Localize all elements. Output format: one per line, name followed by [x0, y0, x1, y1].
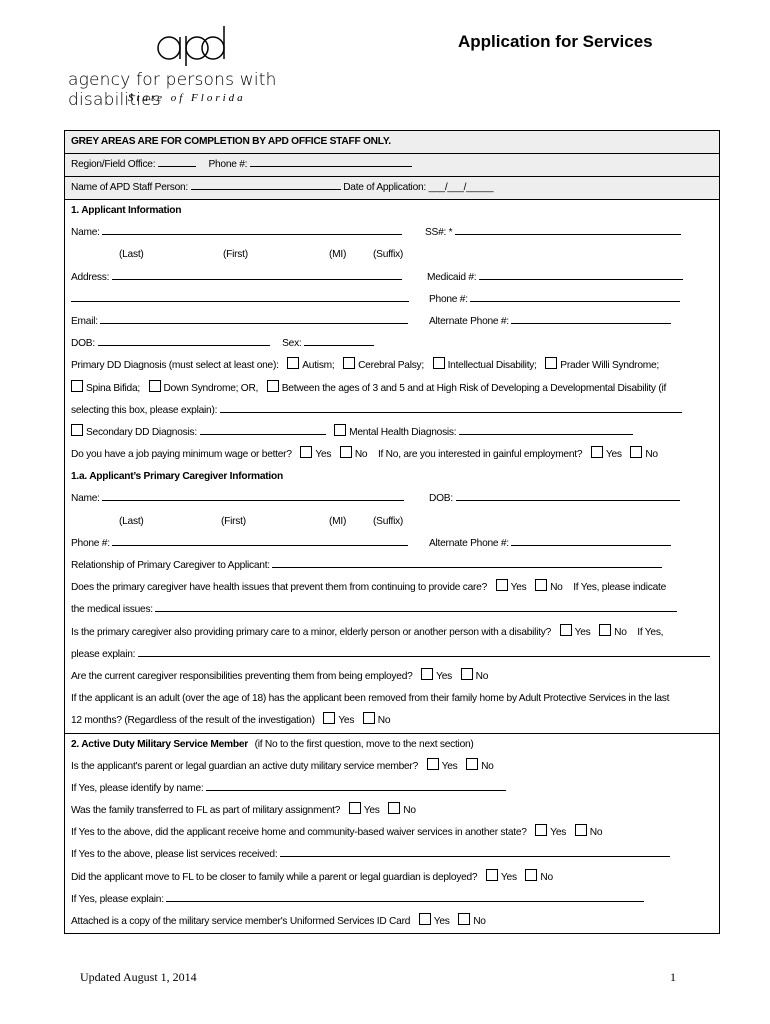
- email-row: [65, 311, 719, 333]
- military-explain-field[interactable]: [166, 892, 644, 902]
- applicant-phone-field[interactable]: [470, 292, 680, 302]
- care-no-label: No: [614, 626, 627, 638]
- prader-willi-label: Prader Willi Syndrome;: [560, 360, 659, 372]
- dx-intro: Primary DD Diagnosis (must select at least one):: [71, 360, 279, 372]
- job-no-checkbox[interactable]: [340, 446, 352, 458]
- address-field[interactable]: [112, 270, 402, 280]
- down-syndrome-label: Down Syndrome; OR,: [163, 382, 259, 394]
- email-field[interactable]: [100, 314, 408, 324]
- medical-row: [65, 599, 719, 621]
- autism-label: Autism;: [302, 360, 335, 372]
- region-label: Region/Field Office:: [71, 159, 156, 170]
- military-q1: Is the applicant's parent or legal guardian an active duty military service member?: [71, 760, 418, 772]
- sex-label: Sex:: [282, 338, 302, 350]
- medicaid-field[interactable]: [479, 270, 683, 280]
- dx-explain-field[interactable]: [220, 403, 682, 413]
- ss-field[interactable]: [455, 225, 681, 235]
- employ-no-checkbox[interactable]: [461, 668, 473, 680]
- health-yes-checkbox[interactable]: [496, 579, 508, 591]
- relationship-field[interactable]: [272, 558, 662, 568]
- sex-field[interactable]: [304, 336, 374, 346]
- health-no-label: No: [550, 582, 563, 594]
- employment-no-checkbox[interactable]: [630, 446, 642, 458]
- caregiver-name-row: [65, 488, 719, 510]
- employ-no-label: No: [475, 670, 489, 682]
- caregiver-mi-caption: (MI): [329, 515, 347, 527]
- military-q1-row: [65, 756, 719, 778]
- care-no-checkbox[interactable]: [599, 624, 611, 636]
- address2-row: [65, 289, 719, 311]
- care-if-yes: If Yes,: [637, 626, 664, 638]
- address-line2-field[interactable]: [71, 292, 409, 302]
- footer-updated: Updated August 1, 2014: [80, 970, 197, 984]
- military-q2-no-checkbox[interactable]: [388, 802, 400, 814]
- military-q4-no-checkbox[interactable]: [525, 869, 537, 881]
- name-parts-row: [65, 244, 719, 266]
- aps-row: [65, 688, 719, 710]
- services-list-row: [65, 844, 719, 866]
- spina-bifida-checkbox[interactable]: [71, 380, 83, 392]
- identify-row: [65, 778, 719, 800]
- identify-label: If Yes, please identify by name:: [71, 782, 204, 794]
- apd-logo-mark: [156, 26, 226, 66]
- military-q3-no-checkbox[interactable]: [575, 824, 587, 836]
- region-field[interactable]: [158, 157, 196, 167]
- identify-field[interactable]: [206, 781, 506, 791]
- cerebral-palsy-checkbox[interactable]: [343, 357, 355, 369]
- aps-no-label: No: [377, 715, 391, 727]
- spina-bifida-label: Spina Bifida;: [86, 382, 140, 394]
- job-row: [65, 444, 719, 466]
- military-q3-no-label: No: [589, 827, 603, 839]
- military-explain-label: If Yes, please explain:: [71, 893, 164, 905]
- military-q5-yes-checkbox[interactable]: [419, 913, 431, 925]
- military-q5: Attached is a copy of the military service member's Uniformed Services ID Card: [71, 916, 411, 927]
- military-q5-no-checkbox[interactable]: [458, 913, 470, 925]
- intellectual-disability-checkbox[interactable]: [433, 357, 445, 369]
- medical-field[interactable]: [155, 602, 677, 612]
- applicant-name-field[interactable]: [102, 225, 402, 235]
- dx-row-2: [65, 378, 719, 400]
- military-q2-row: [65, 800, 719, 822]
- military-q4-yes-label: Yes: [500, 871, 517, 883]
- military-q3: If Yes to the above, did the applicant receive home and community-based waiver services in another state?: [71, 827, 527, 839]
- address-row: [65, 267, 719, 289]
- caregiver-phone-field[interactable]: [112, 536, 408, 546]
- care-explain-row: [65, 644, 719, 666]
- job-yes-label: Yes: [315, 449, 332, 461]
- employment-no-label: No: [645, 449, 658, 461]
- dob-label: DOB:: [71, 338, 95, 350]
- military-q3-row: [65, 822, 719, 844]
- relationship-label: Relationship of Primary Caregiver to Applicant:: [71, 560, 270, 571]
- military-heading-note: (if No to the first question, move to the next section): [254, 738, 474, 750]
- intellectual-disability-label: Intellectual Disability;: [447, 360, 537, 372]
- secondary-row: [65, 422, 719, 444]
- state-line: State of Florida: [128, 92, 246, 104]
- applicant-heading: 1. Applicant Information: [71, 205, 182, 216]
- page-title: Application for Services: [458, 32, 653, 51]
- office-staff-section: [65, 131, 719, 200]
- applicant-name-label: Name:: [71, 227, 100, 239]
- mental-health-label: Mental Health Diagnosis:: [349, 426, 457, 438]
- military-q3-yes-label: Yes: [550, 827, 567, 839]
- military-section: [65, 734, 719, 934]
- military-q5-no-label: No: [473, 916, 486, 927]
- military-q1-no-label: No: [481, 760, 494, 772]
- military-q1-no-checkbox[interactable]: [466, 758, 478, 770]
- care-row: [65, 622, 719, 644]
- military-q2-yes-label: Yes: [363, 805, 380, 817]
- care-yes-checkbox[interactable]: [560, 624, 572, 636]
- explain-row: [65, 400, 719, 422]
- office-phone-label: Phone #:: [208, 159, 248, 170]
- application-form: [64, 130, 720, 934]
- high-risk-checkbox[interactable]: [267, 380, 279, 392]
- military-q4-row: [65, 867, 719, 889]
- applicant-alt-phone-field[interactable]: [511, 314, 671, 324]
- cerebral-palsy-label: Cerebral Palsy;: [358, 360, 424, 372]
- relationship-row: [65, 555, 719, 577]
- services-list-label: If Yes to the above, please list services received:: [71, 849, 278, 861]
- caregiver-name-parts-row: [65, 511, 719, 533]
- apd-logo: [68, 26, 328, 116]
- dx-explain-label: selecting this box, please explain):: [71, 404, 218, 416]
- aps-no-checkbox[interactable]: [363, 712, 375, 724]
- office-phone-field[interactable]: [250, 157, 412, 167]
- job-question: Do you have a job paying minimum wage or better?: [71, 449, 292, 461]
- employment-yes-label: Yes: [605, 449, 622, 461]
- military-q4-yes-checkbox[interactable]: [486, 869, 498, 881]
- caregiver-last-caption: (Last): [119, 515, 144, 527]
- mental-health-field[interactable]: [459, 425, 633, 435]
- military-explain-row: [65, 889, 719, 911]
- ss-label: SS#: *: [425, 227, 453, 239]
- care-explain-label: please explain:: [71, 648, 136, 660]
- employ-yes-label: Yes: [436, 670, 452, 682]
- suffix-caption: (Suffix): [373, 249, 404, 261]
- job-yes-checkbox[interactable]: [300, 446, 312, 458]
- caregiver-alt-phone-field[interactable]: [511, 536, 671, 546]
- first-caption: (First): [223, 249, 248, 261]
- secondary-dd-label: Secondary DD Diagnosis:: [86, 426, 197, 438]
- care-explain-field[interactable]: [138, 647, 710, 657]
- prader-willi-checkbox[interactable]: [545, 357, 557, 369]
- services-list-field[interactable]: [280, 847, 670, 857]
- mi-caption: (MI): [329, 249, 347, 261]
- aps-row-2: [65, 710, 719, 732]
- military-q5-yes-label: Yes: [433, 916, 450, 927]
- secondary-dd-checkbox[interactable]: [71, 424, 83, 436]
- health-row: [65, 577, 719, 599]
- employ-question: Are the current caregiver responsibilities preventing them from being employed?: [71, 670, 413, 682]
- email-label: Email:: [71, 315, 98, 327]
- medical-label: the medical issues:: [71, 604, 153, 616]
- care-yes-label: Yes: [574, 626, 591, 638]
- employ-row: [65, 666, 719, 688]
- caregiver-name-label: Name:: [71, 493, 100, 505]
- military-q4-no-label: No: [540, 871, 553, 883]
- caregiver-name-field[interactable]: [102, 491, 404, 501]
- job-no-label: No: [354, 449, 368, 461]
- military-q2: Was the family transferred to FL as part of military assignment?: [71, 805, 341, 817]
- aps-yes-checkbox[interactable]: [323, 712, 335, 724]
- military-heading-row: [65, 734, 719, 756]
- applicant-name-row: [65, 222, 719, 244]
- employment-yes-checkbox[interactable]: [591, 446, 603, 458]
- caregiver-phone-row: [65, 533, 719, 555]
- caregiver-alt-phone-label: Alternate Phone #:: [429, 537, 509, 549]
- autism-checkbox[interactable]: [287, 357, 299, 369]
- medicaid-label: Medicaid #:: [427, 271, 477, 283]
- dob-row: [65, 333, 719, 355]
- caregiver-dob-label: DOB:: [429, 493, 453, 505]
- staff-field[interactable]: [191, 180, 341, 190]
- military-q5-row: [65, 911, 719, 933]
- health-question: Does the primary caregiver have health issues that prevent them from continuing to provide care?: [71, 582, 487, 594]
- military-heading: 2. Active Duty Military Service Member: [71, 738, 248, 750]
- applicant-phone-label: Phone #:: [429, 293, 468, 305]
- health-yes-label: Yes: [510, 582, 527, 594]
- health-no-checkbox[interactable]: [535, 579, 547, 591]
- address-label: Address:: [71, 271, 110, 283]
- staff-label: Name of APD Staff Person:: [71, 182, 189, 193]
- secondary-dd-field[interactable]: [200, 425, 326, 435]
- aps-question-2: 12 months? (Regardless of the result of the investigation): [71, 715, 315, 727]
- military-q2-yes-checkbox[interactable]: [349, 802, 361, 814]
- military-q2-no-label: No: [403, 805, 416, 817]
- military-q1-yes-checkbox[interactable]: [427, 758, 439, 770]
- date-label: Date of Application: ___/___/_____: [343, 182, 494, 193]
- military-q4: Did the applicant move to FL to be closer to family while a parent or legal guardian is deployed?: [71, 871, 478, 883]
- health-if-yes: If Yes, please indicate: [573, 582, 666, 594]
- caregiver-dob-field[interactable]: [456, 491, 680, 501]
- military-q3-yes-checkbox[interactable]: [535, 824, 547, 836]
- military-q1-yes-label: Yes: [441, 760, 458, 772]
- caregiver-first-caption: (First): [221, 515, 246, 527]
- caregiver-heading: 1.a. Applicant’s Primary Caregiver Information: [71, 471, 283, 483]
- aps-question: If the applicant is an adult (over the age of 18) has the applicant been removed from their family home by Adult Protective Services in the last: [71, 693, 670, 705]
- staff-notice: GREY AREAS ARE FOR COMPLETION BY APD OFFICE STAFF ONLY.: [65, 131, 719, 154]
- mental-health-checkbox[interactable]: [334, 424, 346, 436]
- applicant-section: [65, 200, 719, 734]
- region-row: [65, 154, 719, 177]
- dx-row: [65, 355, 719, 377]
- aps-yes-label: Yes: [338, 715, 355, 727]
- care-question: Is the primary caregiver also providing primary care to a minor, elderly person or another person with a disability?: [71, 626, 552, 638]
- employ-yes-checkbox[interactable]: [421, 668, 433, 680]
- dob-field[interactable]: [98, 336, 270, 346]
- last-caption: (Last): [119, 249, 144, 261]
- down-syndrome-checkbox[interactable]: [149, 380, 161, 392]
- caregiver-phone-label: Phone #:: [71, 537, 110, 549]
- employment-question: If No, are you interested in gainful employment?: [377, 449, 583, 461]
- applicant-alt-phone-label: Alternate Phone #:: [429, 315, 509, 327]
- staff-row: [65, 177, 719, 199]
- high-risk-label: Between the ages of 3 and 5 and at High Risk of Developing a Developmental Disability (if: [281, 382, 667, 394]
- agency-name: agency for persons with disabilities: [68, 70, 277, 110]
- page-number: 1: [670, 970, 676, 984]
- caregiver-suffix-caption: (Suffix): [373, 515, 404, 527]
